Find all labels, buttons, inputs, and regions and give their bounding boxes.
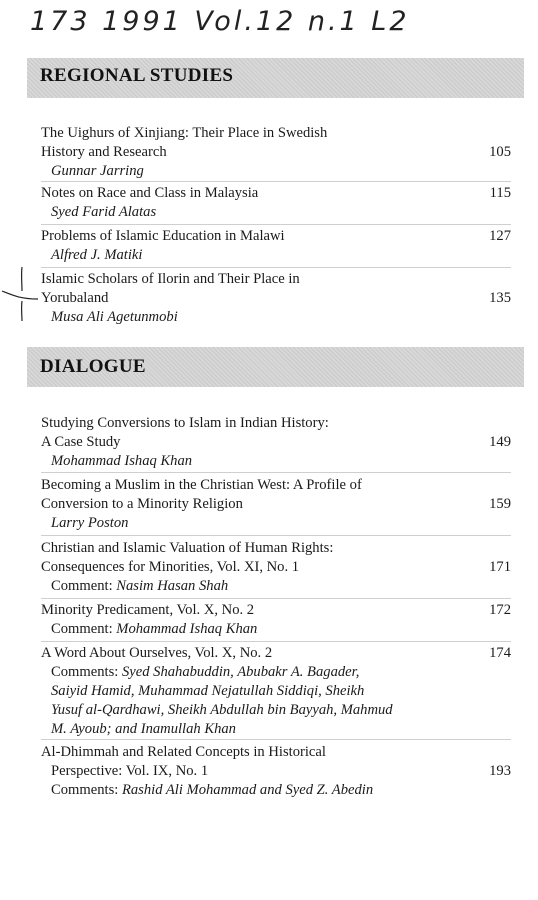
comments-label: Comments:	[51, 664, 119, 680]
entry-comments	[41, 663, 511, 682]
divider	[41, 472, 511, 473]
page-number: 193	[489, 763, 511, 779]
divider	[41, 267, 511, 268]
entry-title-line: Islamic Scholars of Ilorin and Their Place in	[41, 271, 300, 287]
entry-title-line: Al-Dhimmah and Related Concepts in Historical	[41, 744, 326, 760]
toc-entry[interactable]	[41, 270, 511, 327]
page-number: 159	[489, 496, 511, 512]
comment-author: Mohammad Ishaq Khan	[116, 621, 258, 637]
entry-author: Larry Poston	[51, 515, 129, 531]
entry-comments	[41, 781, 511, 800]
margin-pen-mark	[0, 265, 40, 325]
entry-author: Alfred J. Matiki	[51, 247, 143, 263]
entry-title-line: Becoming a Muslim in the Christian West: A Profile of	[41, 477, 362, 493]
page-number: 172	[489, 602, 511, 618]
entry-title-line: The Uighurs of Xinjiang: Their Place in Swedish	[41, 125, 328, 141]
comment-label: Comment:	[51, 578, 113, 594]
entry-title-line: Yorubaland	[41, 290, 109, 306]
page-number: 127	[489, 228, 511, 244]
comments-authors: Saiyid Hamid, Muhammad Nejatullah Siddiqi, Sheikh	[51, 683, 365, 699]
entry-author: Musa Ali Agetunmobi	[51, 309, 178, 325]
entry-author: Syed Farid Alatas	[51, 204, 157, 220]
divider	[41, 641, 511, 642]
divider	[41, 535, 511, 536]
toc-entry[interactable]	[41, 601, 511, 639]
entry-title-line: Studying Conversions to Islam in Indian History:	[41, 415, 329, 431]
page-number: 171	[489, 559, 511, 575]
toc-entry[interactable]	[41, 184, 511, 222]
entry-title-line: Problems of Islamic Education in Malawi	[41, 228, 285, 244]
entry-comment	[41, 577, 511, 596]
entry-title-line: Consequences for Minorities, Vol. XI, No. 1	[41, 559, 300, 575]
entry-title-line: Minority Predicament, Vol. X, No. 2	[41, 602, 255, 618]
section-heading-dialogue: DIALOGUE	[27, 347, 524, 387]
toc-entry[interactable]	[41, 227, 511, 265]
page-number: 135	[489, 290, 511, 306]
page-number: 174	[489, 645, 511, 661]
entry-title-line: A Case Study	[41, 434, 121, 450]
comment-label: Comment:	[51, 621, 113, 637]
toc-entry[interactable]	[41, 644, 511, 739]
comments-authors: Syed Shahabuddin, Abubakr A. Bagader,	[121, 664, 360, 680]
section-heading-regional-studies: REGIONAL STUDIES	[27, 58, 524, 98]
divider	[41, 181, 511, 182]
comments-authors: M. Ayoub; and Inamullah Khan	[51, 721, 236, 737]
comments-label: Comments:	[51, 782, 119, 798]
comment-author: Nasim Hasan Shah	[116, 578, 229, 594]
entry-title-line: Perspective: Vol. IX, No. 1	[51, 763, 209, 779]
handwritten-annotation: 173 1991 Vol.12 n.1 L2	[30, 6, 410, 37]
entry-title-line: Conversion to a Minority Religion	[41, 496, 243, 512]
comments-authors: Yusuf al-Qardhawi, Sheikh Abdullah bin Bayyah, Mahmud	[51, 702, 393, 718]
entry-title-line: Notes on Race and Class in Malaysia	[41, 185, 259, 201]
entry-title-line: Christian and Islamic Valuation of Human Rights:	[41, 540, 334, 556]
comments-authors: Rashid Ali Mohammad and Syed Z. Abedin	[121, 782, 374, 798]
page-number: 105	[489, 144, 511, 160]
entry-title-line: A Word About Ourselves, Vol. X, No. 2	[41, 645, 273, 661]
entry-title-line: History and Research	[41, 144, 167, 160]
page-number: 115	[489, 185, 511, 201]
divider	[41, 224, 511, 225]
toc-entry[interactable]	[41, 414, 511, 471]
toc-entry[interactable]	[41, 124, 511, 181]
page-number: 149	[489, 434, 511, 450]
entry-comment	[41, 620, 511, 639]
toc-entry[interactable]	[41, 743, 511, 800]
divider	[41, 598, 511, 599]
toc-entry[interactable]	[41, 476, 511, 533]
entry-author: Gunnar Jarring	[51, 163, 144, 179]
entry-author: Mohammad Ishaq Khan	[51, 453, 193, 469]
toc-entry[interactable]	[41, 539, 511, 596]
divider	[41, 739, 511, 740]
